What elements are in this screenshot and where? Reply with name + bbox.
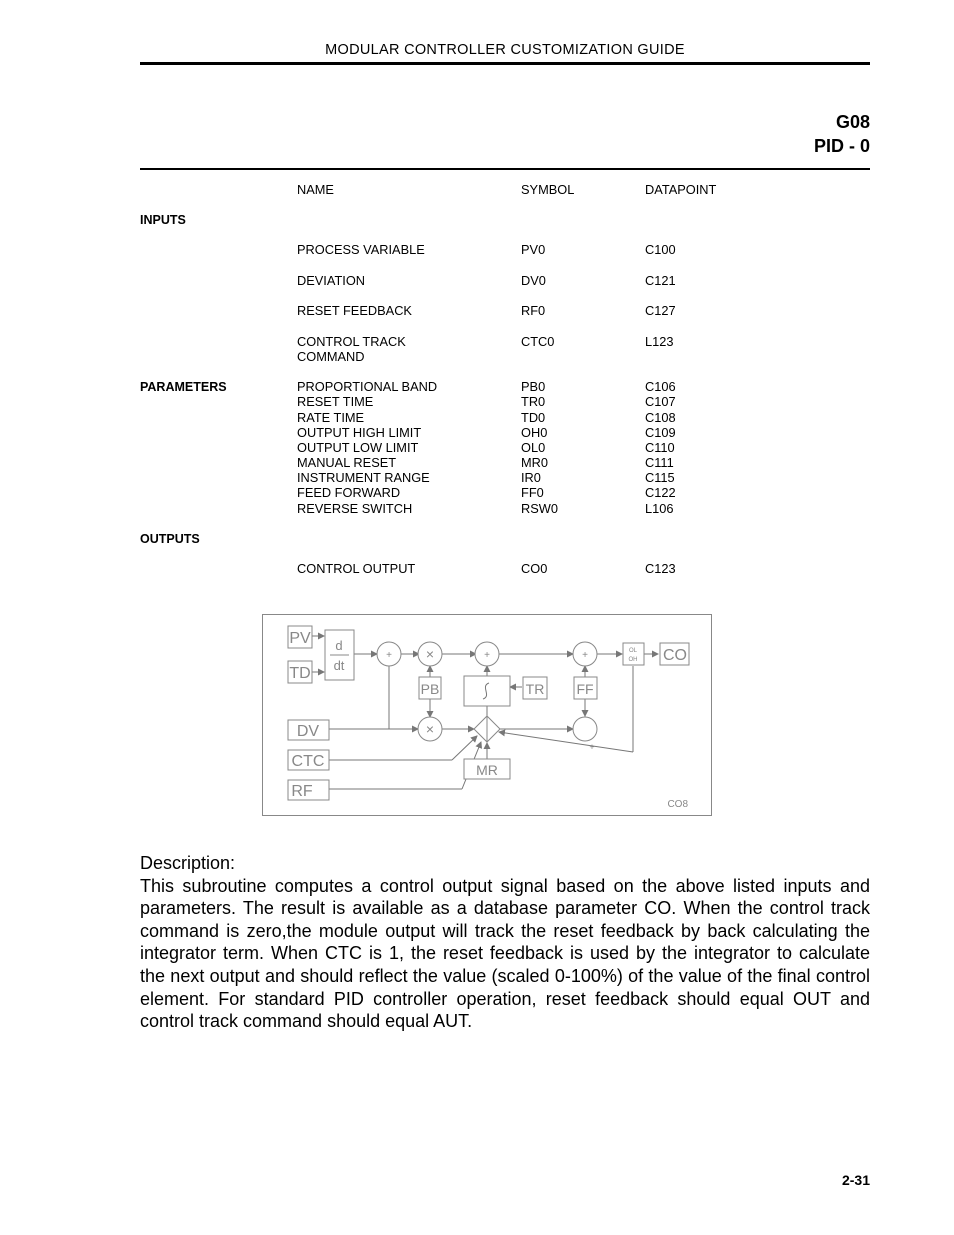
derivative-denominator: dt bbox=[333, 658, 345, 673]
row-datapoint: L106 bbox=[645, 501, 674, 516]
row-datapoint: L123 bbox=[645, 334, 674, 349]
column-header-name: NAME bbox=[297, 182, 334, 197]
multiplier-sign-1: × bbox=[425, 646, 435, 662]
row-name: REVERSE SWITCH bbox=[297, 501, 413, 516]
ctc-label: CTC bbox=[291, 753, 325, 770]
row-datapoint: C111 bbox=[645, 455, 674, 470]
mr-label: MR bbox=[476, 762, 498, 778]
row-name: CONTROL OUTPUT bbox=[297, 561, 416, 576]
rf-label: RF bbox=[291, 783, 313, 800]
dv-label: DV bbox=[296, 723, 320, 740]
summer-sign-1: + bbox=[386, 650, 392, 661]
description-body: This subroutine computes a control output signal based on the above listed inputs and parameters. The result is available as a database parameter CO. When the control track command is zero,the module output will track the reset feedback by back calculating the integrator term. When CTC is 1, the reset feedback is used by the integrator to calculate the next output and should reflect the value (scaled 0-100%) of the value of the final control element. For standard PID controller operation, reset feedback should equal OUT and control track command should equal AUT. bbox=[140, 875, 870, 1032]
row-name: CONTROL TRACK bbox=[297, 334, 406, 349]
pid-block-diagram bbox=[262, 614, 712, 821]
row-name: INSTRUMENT RANGE bbox=[297, 470, 430, 485]
description-heading: Description: bbox=[140, 853, 236, 873]
section-label-outputs: OUTPUTS bbox=[140, 532, 200, 546]
pb-label: PB bbox=[420, 681, 440, 697]
row-datapoint: C123 bbox=[645, 561, 676, 576]
row-datapoint: C115 bbox=[645, 470, 675, 485]
row-name: RESET FEEDBACK bbox=[297, 303, 412, 318]
row-symbol: TD0 bbox=[521, 410, 546, 425]
description bbox=[140, 852, 870, 1033]
limiter-label-top: OL bbox=[628, 648, 638, 654]
td-label: TD bbox=[289, 665, 311, 682]
row-datapoint: C121 bbox=[645, 273, 676, 288]
summer-sign-3: + bbox=[582, 650, 588, 661]
integrator-box bbox=[464, 676, 510, 706]
row-symbol: RSW0 bbox=[521, 501, 558, 516]
row-symbol: MR0 bbox=[521, 455, 549, 470]
row-name: FEED FORWARD bbox=[297, 485, 401, 500]
row-symbol: CTC0 bbox=[521, 334, 555, 349]
row-datapoint: C106 bbox=[645, 379, 676, 394]
block-name: PID - 0 bbox=[813, 136, 870, 156]
pv-label: PV bbox=[289, 630, 311, 647]
row-name: RATE TIME bbox=[297, 410, 365, 425]
row-datapoint: C127 bbox=[645, 303, 676, 318]
column-header-symbol: SYMBOL bbox=[521, 182, 575, 197]
row-name: DEVIATION bbox=[297, 273, 366, 288]
multiplier-sign-2: × bbox=[425, 721, 435, 737]
row-symbol: CO0 bbox=[521, 561, 548, 576]
ff-label: FF bbox=[576, 681, 594, 697]
row-name: RESET TIME bbox=[297, 394, 374, 409]
row-symbol: OL0 bbox=[521, 440, 546, 455]
column-header-datapoint: DATAPOINT bbox=[645, 182, 717, 197]
row-symbol: IR0 bbox=[521, 470, 541, 485]
tr-label: TR bbox=[525, 681, 545, 697]
row-datapoint: C109 bbox=[645, 425, 676, 440]
summer-node-4 bbox=[573, 717, 597, 741]
row-symbol: PB0 bbox=[521, 379, 546, 394]
row-datapoint: C108 bbox=[645, 410, 676, 425]
co-label: CO bbox=[663, 647, 687, 664]
row-datapoint: C100 bbox=[645, 242, 676, 257]
derivative-numerator: d bbox=[335, 638, 343, 653]
summer-sign-4: + bbox=[589, 742, 595, 752]
section-label-parameters: PARAMETERS bbox=[140, 380, 227, 394]
row-symbol: RF0 bbox=[521, 303, 546, 318]
row-symbol: FF0 bbox=[521, 485, 544, 500]
row-symbol: DV0 bbox=[521, 273, 546, 288]
section-label-inputs: INPUTS bbox=[140, 213, 186, 227]
row-name: PROCESS VARIABLE bbox=[297, 242, 425, 257]
limiter-label-bottom: OH bbox=[628, 657, 638, 663]
running-header: MODULAR CONTROLLER CUSTOMIZATION GUIDE bbox=[325, 42, 685, 58]
title-rule bbox=[140, 168, 870, 170]
row-symbol: OH0 bbox=[521, 425, 548, 440]
page-number: 2-31 bbox=[841, 1172, 870, 1188]
row-name: MANUAL RESET bbox=[297, 455, 397, 470]
block-title bbox=[814, 112, 870, 157]
row-name: OUTPUT HIGH LIMIT bbox=[297, 425, 422, 440]
row-name: PROPORTIONAL BAND bbox=[297, 379, 438, 394]
header-rule bbox=[140, 62, 870, 65]
row-datapoint: C107 bbox=[645, 394, 676, 409]
row-symbol: PV0 bbox=[521, 242, 546, 257]
figure-code: CO8 bbox=[667, 799, 688, 810]
row-name-continued: COMMAND bbox=[297, 349, 365, 364]
pid-block-diagram-svg bbox=[262, 614, 712, 816]
row-datapoint: C122 bbox=[645, 485, 676, 500]
row-name: OUTPUT LOW LIMIT bbox=[297, 440, 419, 455]
summer-sign-2: + bbox=[484, 650, 490, 661]
row-datapoint: C110 bbox=[645, 440, 675, 455]
block-code: G08 bbox=[835, 112, 870, 132]
row-symbol: TR0 bbox=[521, 394, 546, 409]
